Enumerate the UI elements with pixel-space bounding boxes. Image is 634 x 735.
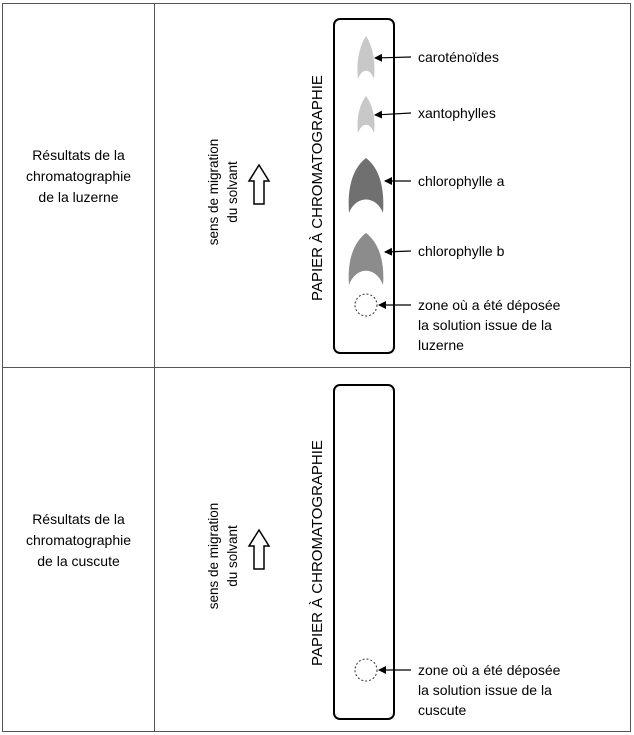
row-label-line: de la luzerne: [38, 189, 119, 205]
label-carotenoides: caroténoïdes: [418, 49, 499, 65]
label-xantophylles: xantophylles: [418, 105, 496, 121]
up-arrow-icon: [249, 165, 269, 204]
deposit-line: la solution issue de la: [418, 317, 552, 333]
deposit-line: cuscute: [418, 702, 467, 718]
row-label-line: Résultats de la: [32, 511, 125, 527]
paper-title: PAPIER À CHROMATOGRAPHIE: [309, 75, 326, 301]
deposit-zone-luzerne: [355, 294, 377, 316]
pointer-arrow: [375, 57, 411, 58]
deposit-line: zone où a été déposée: [418, 297, 561, 313]
deposit-line: la solution issue de la: [418, 682, 552, 698]
paper-title: PAPIER À CHROMATOGRAPHIE: [309, 440, 326, 666]
spot-chlorophylle-a: [349, 158, 384, 213]
deposit-zone-cuscute: [355, 659, 377, 681]
row-label-line: chromatographie: [25, 168, 132, 184]
pointer-arrow: [385, 251, 411, 252]
row-label-line: Résultats de la: [32, 147, 125, 163]
spot-carotenoides: [357, 36, 374, 79]
label-chlorophylle-b: chlorophylle b: [418, 243, 505, 259]
migration-line: du solvant: [225, 161, 240, 223]
spot-chlorophylle-b: [349, 233, 384, 285]
migration-line: du solvant: [225, 525, 240, 587]
deposit-line: zone où a été déposée: [418, 662, 561, 678]
pointer-arrow: [375, 113, 411, 115]
up-arrow-icon: [249, 530, 269, 569]
row-label-line: de la cuscute: [37, 553, 120, 569]
migration-line: sens de migration: [206, 502, 221, 610]
label-chlorophylle-a: chlorophylle a: [418, 173, 505, 189]
deposit-line: luzerne: [418, 337, 464, 353]
spot-xantophylles: [357, 96, 374, 133]
migration-line: sens de migration: [206, 138, 221, 246]
row-label-line: chromatographie: [25, 532, 132, 548]
